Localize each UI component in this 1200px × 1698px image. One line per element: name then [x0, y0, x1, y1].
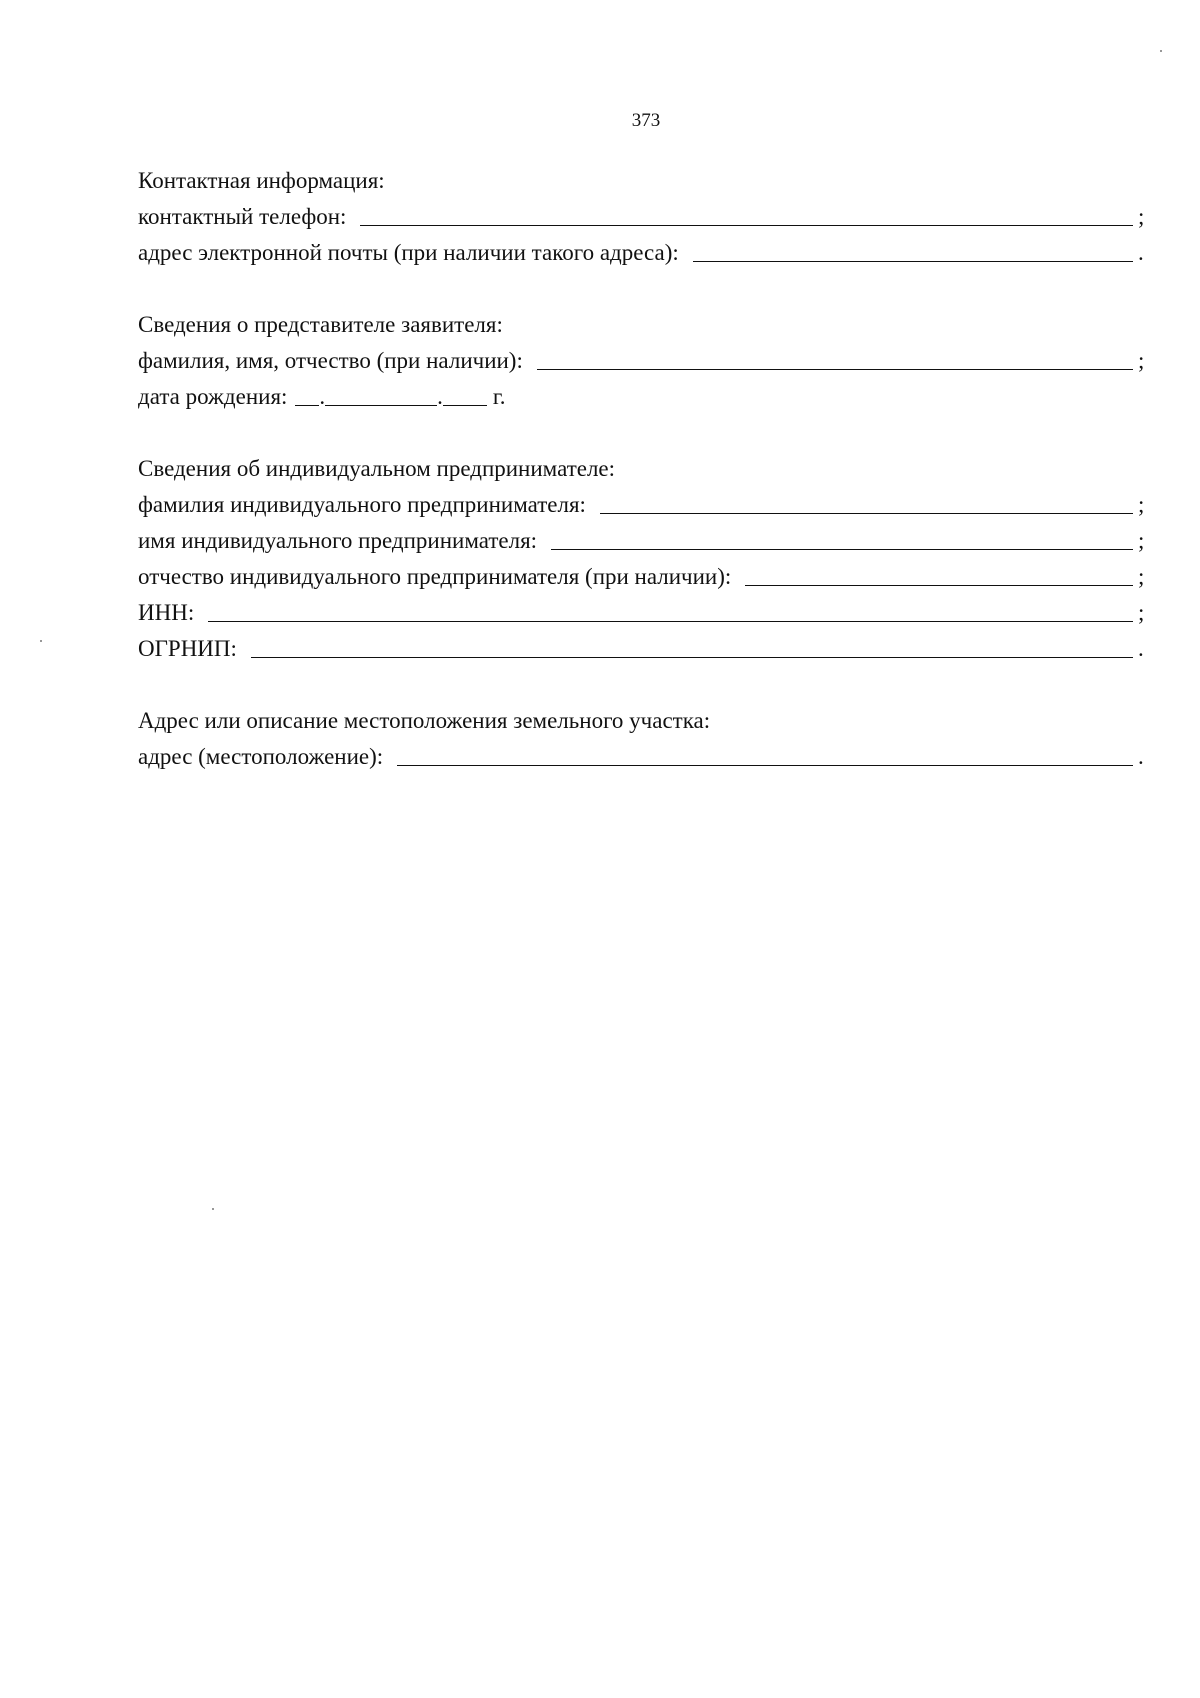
- inn-row: [138, 595, 1148, 631]
- land-plot-section-title: Адрес или описание местоположения земельного участка:: [138, 708, 711, 733]
- land-plot-address-field-line[interactable]: [397, 743, 1133, 766]
- inn-field-line[interactable]: [208, 599, 1133, 622]
- dob-year-suffix: г.: [492, 384, 506, 409]
- section-gap: [138, 415, 1148, 451]
- entrepreneur-name-row: [138, 523, 1148, 559]
- entrepreneur-patronymic-field-line[interactable]: [745, 563, 1133, 586]
- scan-speck: [40, 640, 42, 642]
- email-label: адрес электронной почты (при наличии такого адреса):: [138, 240, 679, 265]
- entrepreneur-patronymic-row: [138, 559, 1148, 595]
- dob-month-field[interactable]: [325, 383, 437, 406]
- land-plot-address-terminator: .: [1138, 744, 1144, 769]
- email-row-terminator: .: [1138, 240, 1144, 265]
- entrepreneur-surname-label: фамилия индивидуального предпринимателя:: [138, 492, 586, 517]
- land-plot-address-label: адрес (местоположение):: [138, 744, 384, 769]
- section-gap: [138, 667, 1148, 703]
- form-content: [138, 163, 1148, 775]
- scan-speck: [1160, 50, 1162, 52]
- dob-separator: .: [437, 384, 443, 409]
- dob-separator: .: [319, 384, 326, 409]
- scan-speck: [212, 1208, 214, 1210]
- section-gap: [138, 271, 1148, 307]
- representative-fio-label: фамилия, имя, отчество (при наличии):: [138, 348, 523, 373]
- ogrnip-row: [138, 631, 1148, 667]
- entrepreneur-surname-terminator: ;: [1138, 492, 1145, 517]
- dob-year-field[interactable]: [443, 383, 487, 406]
- representative-fio-terminator: ;: [1138, 348, 1145, 373]
- dob-day-field[interactable]: [295, 383, 319, 406]
- ogrnip-label: ОГРНИП:: [138, 636, 237, 661]
- inn-terminator: ;: [1138, 600, 1145, 625]
- entrepreneur-patronymic-label: отчество индивидуального предпринимателя (при наличии):: [138, 564, 732, 589]
- ogrnip-field-line[interactable]: [251, 635, 1133, 658]
- land-plot-address-row: [138, 739, 1148, 775]
- date-of-birth-label: дата рождения:: [138, 384, 288, 409]
- email-row: [138, 235, 1148, 271]
- page-number: 373: [631, 110, 661, 131]
- representative-section-title: Сведения о представителе заявителя:: [138, 312, 503, 337]
- email-field-line[interactable]: [693, 239, 1133, 262]
- date-of-birth-row: [138, 379, 1148, 415]
- entrepreneur-patronymic-terminator: ;: [1138, 564, 1145, 589]
- phone-label: контактный телефон:: [138, 204, 347, 229]
- entrepreneur-section-title: Сведения об индивидуальном предпринимателе:: [138, 456, 616, 481]
- ogrnip-terminator: .: [1138, 636, 1144, 661]
- representative-fio-row: [138, 343, 1148, 379]
- phone-field-line[interactable]: [360, 203, 1133, 226]
- entrepreneur-surname-field-line[interactable]: [600, 491, 1133, 514]
- inn-label: ИНН:: [138, 600, 195, 625]
- entrepreneur-name-terminator: ;: [1138, 528, 1145, 553]
- entrepreneur-name-label: имя индивидуального предпринимателя:: [138, 528, 538, 553]
- representative-fio-field-line[interactable]: [537, 347, 1133, 370]
- phone-row-terminator: ;: [1138, 204, 1145, 229]
- entrepreneur-name-field-line[interactable]: [551, 527, 1133, 550]
- contact-section-title: Контактная информация:: [138, 168, 385, 193]
- entrepreneur-surname-row: [138, 487, 1148, 523]
- phone-row: [138, 199, 1148, 235]
